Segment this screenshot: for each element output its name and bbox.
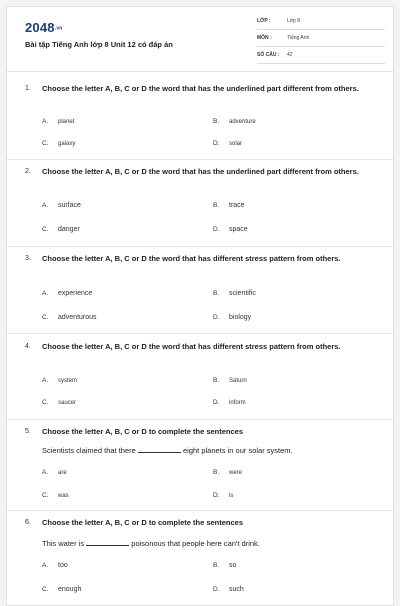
option-d[interactable] [213, 226, 248, 233]
option-text: scientific [229, 290, 256, 297]
option-letter: C. [42, 314, 49, 321]
option-b[interactable] [213, 469, 242, 476]
option-c[interactable] [42, 586, 81, 593]
option-text: Saturn [229, 378, 247, 384]
question-prompt: Choose the letter A, B, C or D the word that has the underlined part different from others. [42, 84, 359, 93]
option-letter: A. [42, 562, 49, 569]
option-text: enough [58, 586, 82, 593]
meta-label: MÔN : [257, 35, 272, 41]
question-prompt: Choose the letter A, B, C or D the word that has the underlined part different from others. [42, 167, 359, 176]
option-letter: A. [42, 469, 49, 476]
option-letter: D. [213, 226, 220, 233]
option-letter: D. [213, 140, 220, 147]
option-text: are [58, 470, 67, 476]
option-text: is [229, 493, 234, 499]
question-prompt: Choose the letter A, B, C or D the word that has different stress pattern from others. [42, 342, 341, 351]
option-text: galaxy [58, 141, 76, 147]
sentence-before: This water is [42, 539, 85, 548]
logo-suffix: .vn [54, 25, 63, 32]
meta-value: Lớp 8 [287, 18, 301, 24]
option-c[interactable] [42, 140, 75, 147]
option-b[interactable] [213, 377, 247, 384]
option-letter: D. [213, 492, 220, 499]
option-a[interactable] [42, 562, 68, 569]
option-text: system [58, 378, 78, 384]
option-text: biology [229, 314, 252, 321]
question-number: 6. [25, 519, 31, 526]
question-prompt: Choose the letter A, B, C or D to complete the sentences [42, 427, 244, 436]
question-number: 1. [25, 85, 31, 92]
option-a[interactable] [42, 202, 81, 209]
meta-label: LỚP : [257, 18, 271, 24]
document-title: Bài tập Tiếng Anh lớp 8 Unit 12 có đáp án [25, 40, 173, 49]
option-text: too [58, 562, 68, 569]
sentence-after: eight planets in our solar system. [182, 446, 293, 455]
question-prompt: Choose the letter A, B, C or D to complete the sentences [42, 518, 244, 527]
option-letter: A. [42, 377, 49, 384]
option-c[interactable] [42, 399, 76, 406]
option-b[interactable] [213, 290, 256, 297]
option-text: was [58, 493, 69, 499]
option-letter: B. [213, 469, 220, 476]
option-c[interactable] [42, 314, 97, 321]
option-text: solar [229, 141, 243, 147]
option-d[interactable] [213, 399, 246, 406]
answer-blank [138, 445, 181, 453]
sentence-before: Scientists claimed that there [42, 446, 136, 455]
option-letter: C. [42, 226, 49, 233]
option-letter: D. [213, 586, 220, 593]
option-b[interactable] [213, 202, 245, 209]
option-letter: B. [213, 118, 220, 125]
option-c[interactable] [42, 492, 69, 499]
header-divider [7, 71, 393, 72]
question-number: 5. [25, 428, 31, 435]
option-text: experience [58, 290, 93, 297]
option-text: adventure [229, 119, 256, 125]
question-prompt: Choose the letter A, B, C or D the word that has different stress pattern from others. [42, 254, 341, 263]
question-divider [7, 246, 393, 247]
question-divider [7, 159, 393, 160]
option-letter: A. [42, 118, 49, 125]
option-text: space [229, 226, 248, 233]
option-text: were [229, 470, 243, 476]
question-divider [7, 333, 393, 334]
option-d[interactable] [213, 586, 244, 593]
option-text: saucer [58, 400, 77, 406]
question-sentence [42, 445, 392, 455]
option-b[interactable] [213, 562, 236, 569]
option-letter: B. [213, 202, 220, 209]
option-letter: B. [213, 377, 220, 384]
question-number: 2. [25, 168, 31, 175]
option-a[interactable] [42, 118, 74, 125]
option-letter: A. [42, 290, 49, 297]
answer-blank [86, 538, 129, 546]
option-letter: A. [42, 202, 49, 209]
meta-row-subject [257, 32, 385, 47]
question-number: 3. [25, 255, 31, 262]
option-d[interactable] [213, 492, 233, 499]
meta-value: 42 [287, 52, 293, 58]
meta-value: Tiếng Anh [287, 35, 310, 41]
meta-label: SỐ CÂU : [257, 52, 280, 58]
meta-row-class [257, 15, 385, 30]
option-a[interactable] [42, 377, 77, 384]
option-text: such [229, 586, 244, 593]
option-letter: D. [213, 314, 220, 321]
option-text: danger [58, 226, 80, 233]
option-c[interactable] [42, 226, 80, 233]
option-letter: C. [42, 399, 49, 406]
question-divider [7, 510, 393, 511]
site-logo[interactable] [25, 20, 63, 35]
option-text: trace [229, 202, 245, 209]
option-letter: B. [213, 290, 220, 297]
option-text: so [229, 562, 237, 569]
meta-row-count [257, 49, 385, 64]
option-letter: C. [42, 492, 49, 499]
option-text: adventurous [58, 314, 97, 321]
sentence-after: poisonous that people here can't drink. [131, 539, 260, 548]
worksheet [6, 6, 394, 606]
question-number: 4. [25, 343, 31, 350]
option-letter: C. [42, 140, 49, 147]
option-d[interactable] [213, 314, 251, 321]
option-text: planet [58, 119, 75, 125]
option-text: surface [58, 202, 81, 209]
option-a[interactable] [42, 290, 92, 297]
option-text: inform [229, 400, 246, 406]
option-b[interactable] [213, 118, 256, 125]
option-a[interactable] [42, 469, 67, 476]
question-divider [7, 419, 393, 420]
option-d[interactable] [213, 140, 242, 147]
option-letter: D. [213, 399, 220, 406]
question-sentence [42, 538, 392, 548]
logo-text: 2048 [25, 20, 55, 35]
option-letter: C. [42, 586, 49, 593]
option-letter: B. [213, 562, 220, 569]
